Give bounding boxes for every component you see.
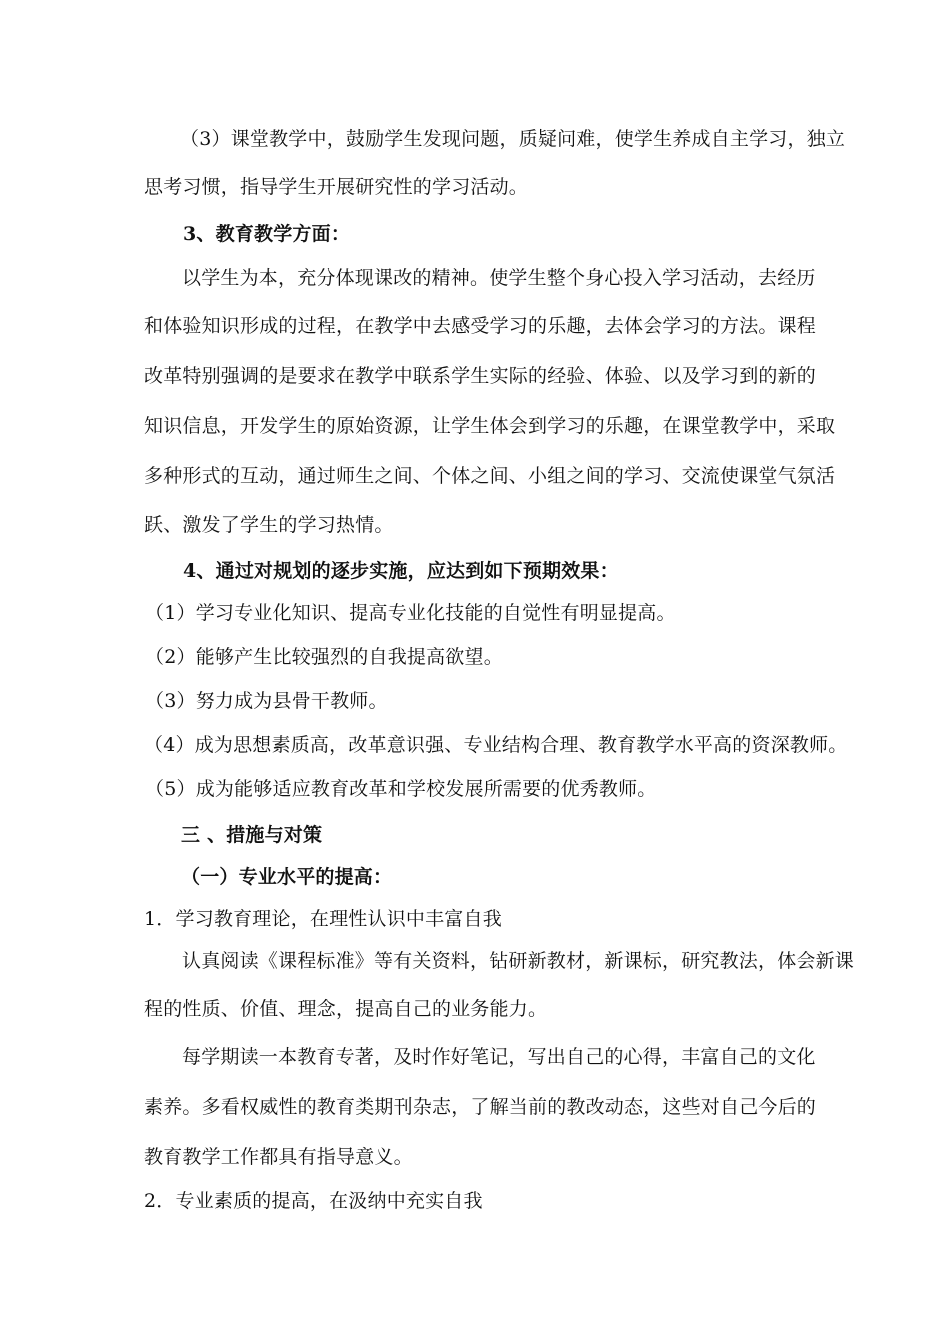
paragraph-line: 教育教学工作都具有指导意义。 (144, 1146, 413, 1168)
list-item: （2）能够产生比较强烈的自我提高欲望。 (145, 646, 503, 668)
paragraph-line: 和体验知识形成的过程，在教学中去感受学习的乐趣，去体会学习的方法。课程 (144, 315, 817, 337)
section-heading: 三 、措施与对策 (181, 824, 323, 846)
list-item: （5）成为能够适应教育改革和学校发展所需要的优秀教师。 (145, 778, 657, 800)
paragraph-line: 素养。多看权威性的教育类期刊杂志，了解当前的教改动态，这些对自己今后的 (144, 1096, 817, 1118)
subsection-title: 2．专业素质的提高，在汲纳中充实自我 (144, 1190, 483, 1212)
paragraph-line: 多种形式的互动，通过师生之间、个体之间、小组之间的学习、交流使课堂气氛活 (144, 465, 836, 487)
paragraph-line: 知识信息，开发学生的原始资源，让学生体会到学习的乐趣，在课堂教学中，采取 (144, 415, 836, 437)
section-heading: 3、教育教学方面： (183, 223, 351, 245)
paragraph-line: （3）课堂教学中，鼓励学生发现问题，质疑问难，使学生养成自主学习，独立 (180, 128, 846, 150)
paragraph-line: 程的性质、价值、理念，提高自己的业务能力。 (144, 998, 548, 1020)
list-item: （1）学习专业化知识、提高专业化技能的自觉性有明显提高。 (145, 602, 676, 624)
list-item: （3）努力成为县骨干教师。 (145, 690, 388, 712)
paragraph-line: 以学生为本，充分体现课改的精神。使学生整个身心投入学习活动，去经历 (182, 267, 816, 289)
section-heading: 4、通过对规划的逐步实施，应达到如下预期效果： (183, 560, 619, 582)
paragraph-line: 认真阅读《课程标准》等有关资料，钻研新教材，新课标，研究教法，体会新课 (182, 950, 855, 972)
subsection-heading: （一）专业水平的提高： (181, 866, 393, 888)
paragraph-line: 改革特别强调的是要求在教学中联系学生实际的经验、体验、以及学习到的新的 (144, 365, 817, 387)
paragraph-line: 跃、激发了学生的学习热情。 (144, 514, 394, 536)
paragraph-line: 思考习惯，指导学生开展研究性的学习活动。 (144, 176, 529, 198)
subsection-title: 1．学习教育理论，在理性认识中丰富自我 (144, 908, 502, 930)
paragraph-line: 每学期读一本教育专著，及时作好笔记，写出自己的心得，丰富自己的文化 (182, 1046, 816, 1068)
list-item: （4）成为思想素质高，改革意识强、专业结构合理、教育教学水平高的资深教师。 (144, 734, 848, 756)
